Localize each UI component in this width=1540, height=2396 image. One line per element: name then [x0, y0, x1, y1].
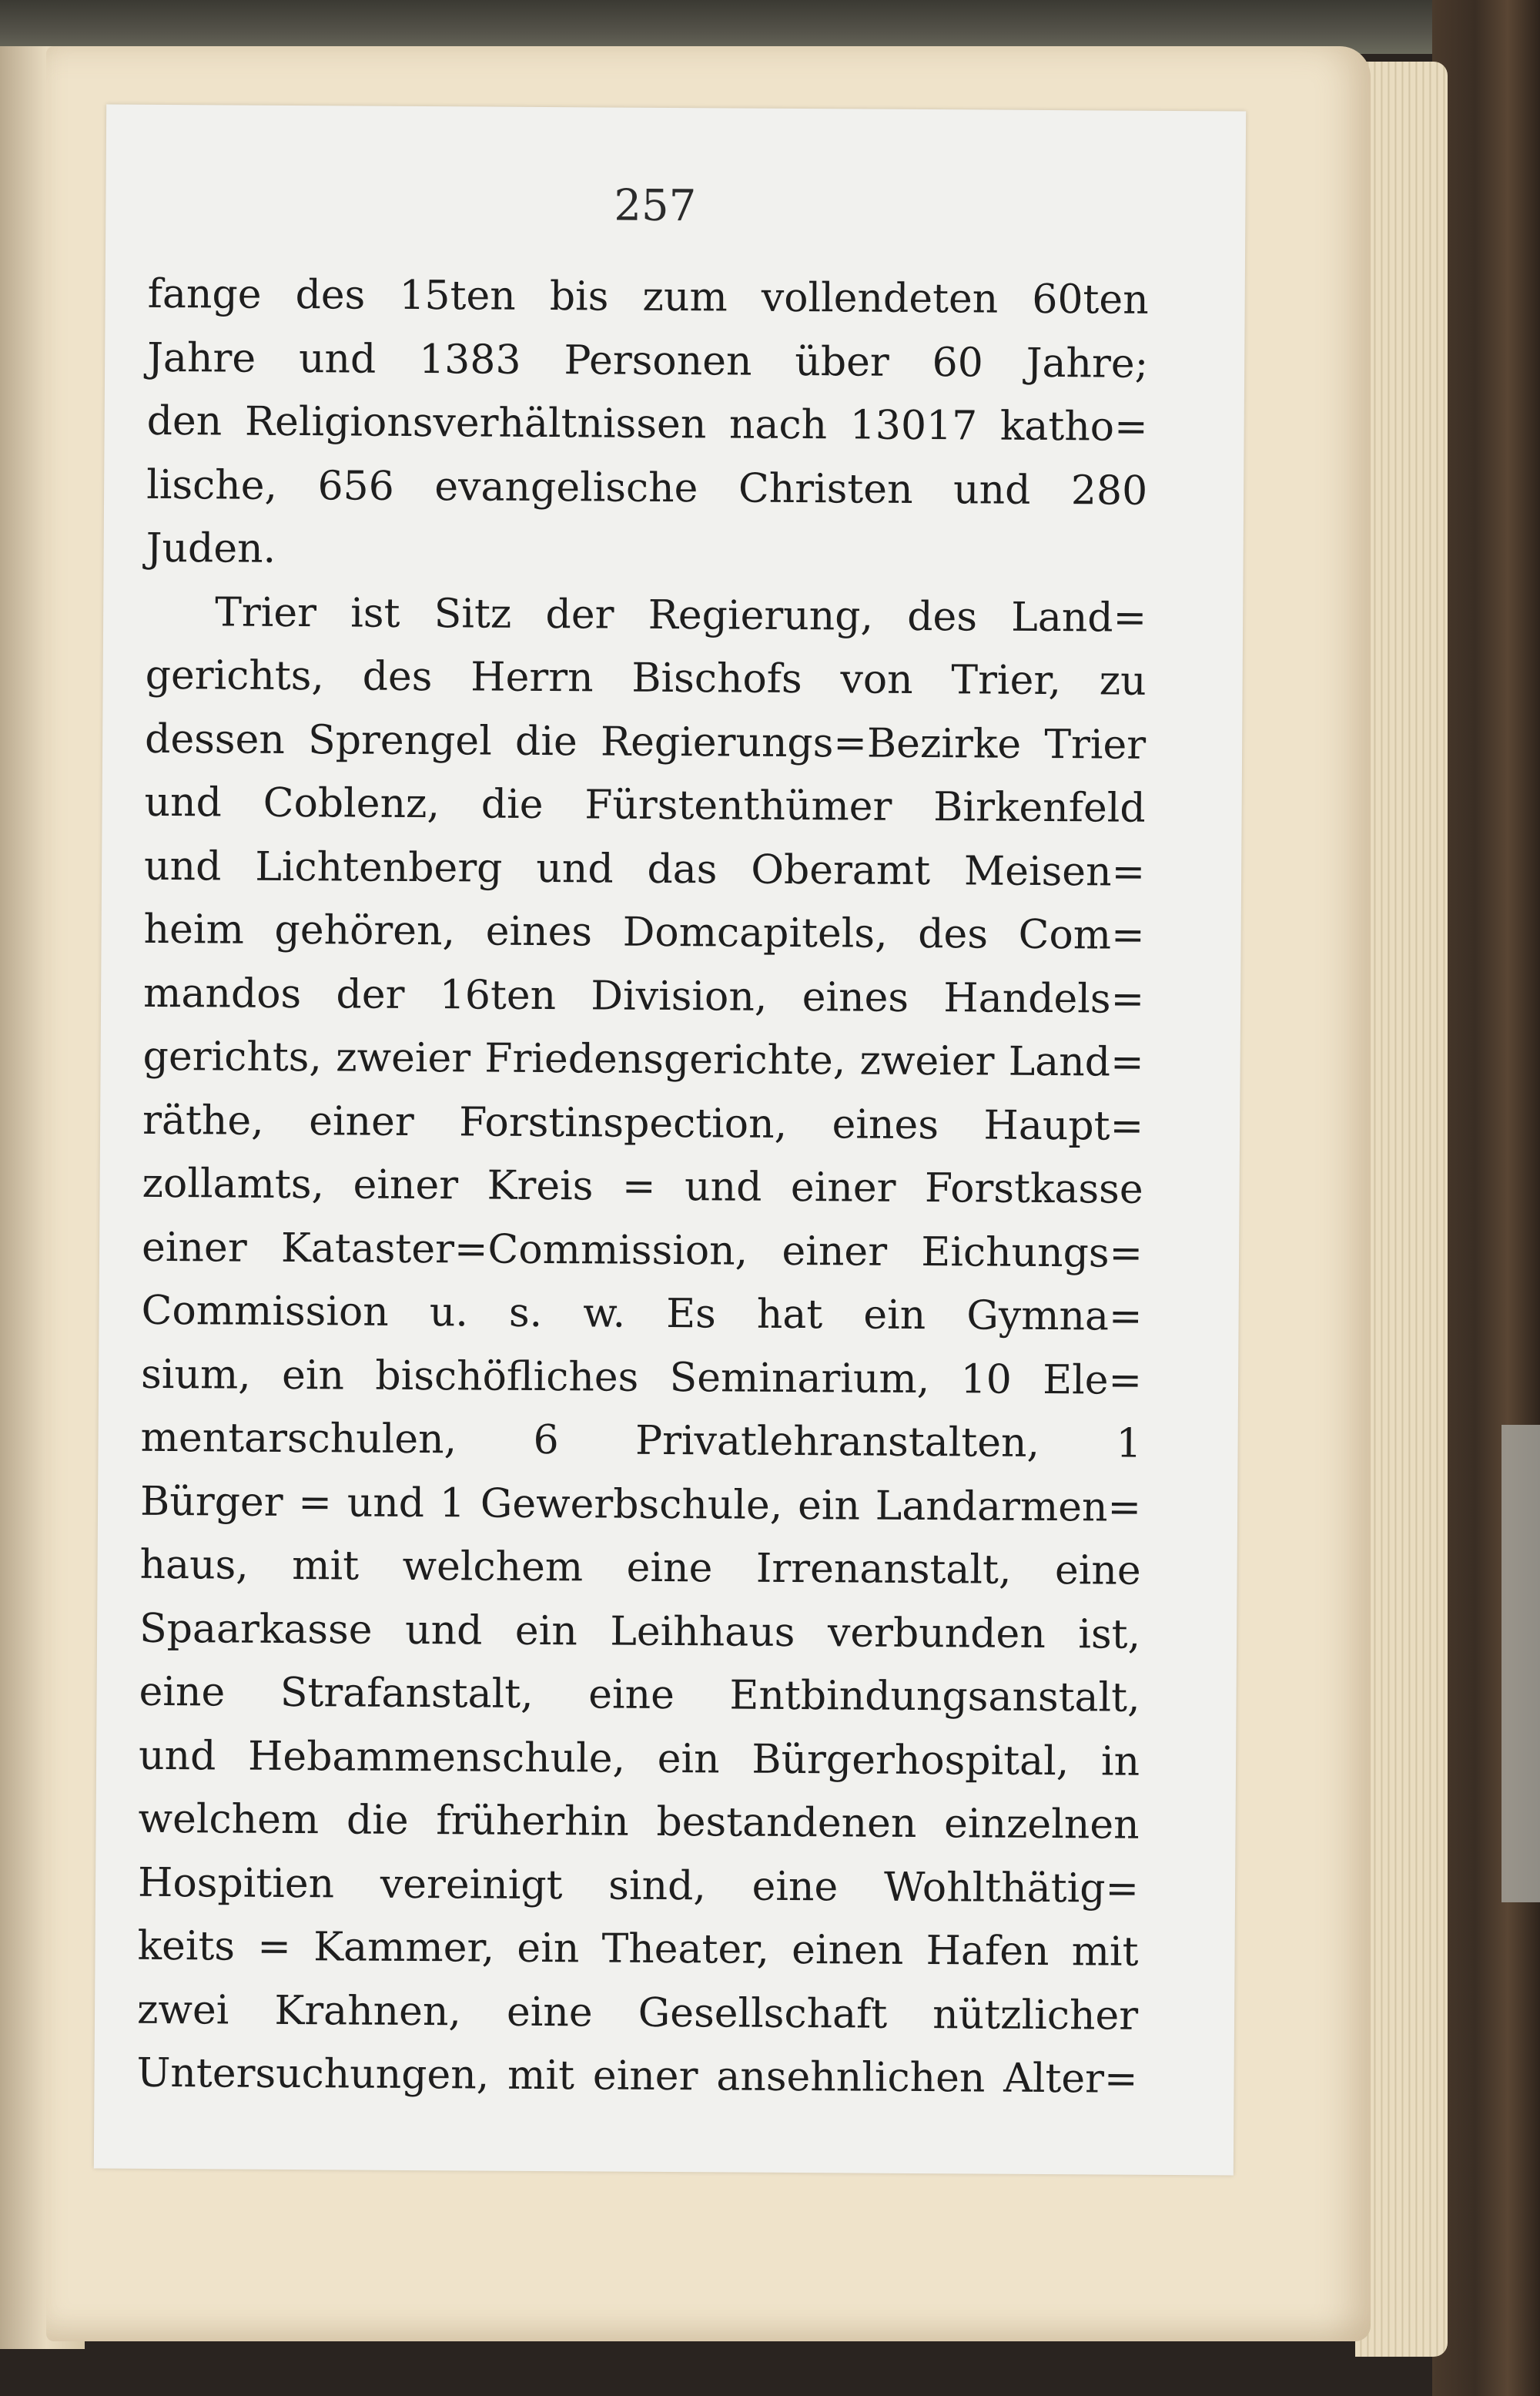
book-page	[46, 46, 1371, 2341]
text-line: welchem die früherhin bestandenen einzelnen	[138, 1795, 1140, 1848]
text-line: Juden.	[146, 524, 276, 572]
text-line: Spaarkasse und ein Leihhaus verbunden ist,	[139, 1605, 1141, 1658]
book-binding-edge	[1432, 0, 1540, 2396]
text-line: heim gehören, eines Domcapitels, des Com=	[143, 906, 1145, 959]
text-line: mandos der 16ten Division, eines Handels=	[142, 970, 1145, 1023]
text-line: den Religionsverhältnissen nach 13017 katho=	[146, 397, 1148, 451]
text-line: Hospitien vereinigt sind, eine Wohlthätig=	[137, 1859, 1140, 1912]
text-line: räthe, einer Forstinspection, eines Haupt=	[142, 1097, 1144, 1150]
text-line: keits = Kammer, ein Theater, einen Hafen mit	[137, 1922, 1139, 1975]
body-text	[136, 263, 1149, 2111]
text-line: dessen Sprengel die Regierungs=Bezirke Trier	[144, 715, 1147, 769]
text-line: gerichts, zweier Friedensgerichte, zweier Land=	[142, 1033, 1144, 1086]
text-line: und Coblenz, die Fürstenthümer Birkenfeld	[144, 779, 1146, 832]
text-line: zollamts, einer Kreis = und einer Forstkasse	[142, 1160, 1143, 1213]
text-line: Trier ist Sitz der Regierung, des Land=	[214, 588, 1147, 642]
text-line: haus, mit welchem eine Irrenanstalt, eine	[139, 1541, 1141, 1594]
text-line: Untersuchungen, mit einer ansehnlichen Alter=	[136, 2049, 1138, 2103]
text-line: sium, ein bischöfliches Seminarium, 10 Ele=	[140, 1351, 1143, 1404]
text-line: fange des 15ten bis zum vollendeten 60ten	[147, 270, 1149, 323]
text-line: Bürger = und 1 Gewerbschule, ein Landarmen=	[139, 1478, 1142, 1531]
text-line: zwei Krahnen, eine Gesellschaft nützlicher	[136, 1986, 1139, 2039]
paper-slip	[1502, 1425, 1540, 1902]
text-line: lische, 656 evangelische Christen und 280	[146, 461, 1148, 514]
text-line: einer Kataster=Commission, einer Eichungs=	[141, 1224, 1143, 1277]
text-line: und Lichtenberg und das Oberamt Meisen=	[143, 843, 1146, 896]
text-line: eine Strafanstalt, eine Entbindungsanstalt,	[139, 1668, 1140, 1721]
page-number: 257	[614, 180, 697, 232]
text-line: gerichts, des Herrn Bischofs von Trier, zu	[145, 652, 1147, 705]
text-line: und Hebammenschule, ein Bürgerhospital, in	[138, 1732, 1140, 1785]
printed-leaf	[94, 105, 1246, 2176]
text-line: Jahre und 1383 Personen über 60 Jahre;	[147, 334, 1149, 387]
text-line: mentarschulen, 6 Privatlehranstalten, 1	[140, 1414, 1142, 1467]
text-line: Commission u. s. w. Es hat ein Gymna=	[141, 1287, 1143, 1340]
